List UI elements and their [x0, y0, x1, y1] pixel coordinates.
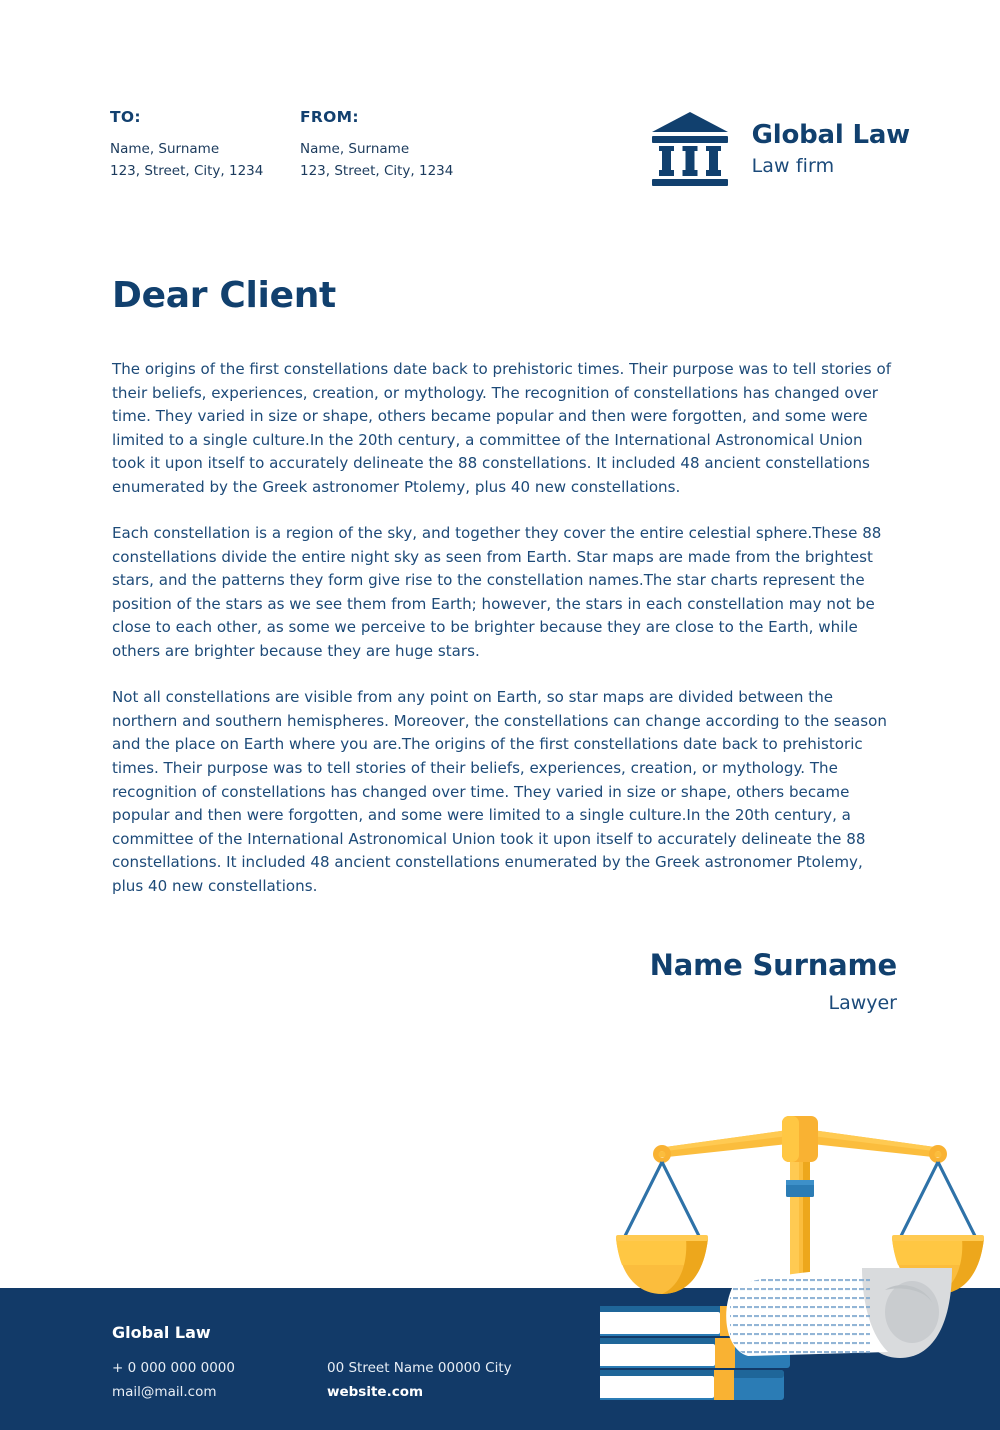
- signature-block: [650, 948, 897, 1014]
- sender-block: [300, 108, 453, 183]
- footer-phone[interactable]: + 0 000 000 0000: [112, 1360, 235, 1376]
- footer-address: 00 Street Name 00000 City: [327, 1360, 512, 1376]
- to-name: Name, Surname: [110, 141, 220, 157]
- letter-header: [110, 108, 910, 203]
- footer-contact-column: [112, 1356, 327, 1404]
- footer-address-column: [327, 1356, 627, 1404]
- footer-email[interactable]: mail@mail.com: [112, 1384, 217, 1401]
- logo-company-name: Global Law: [751, 120, 910, 150]
- body-paragraph: Each constellation is a region of the sky, and together they cover the entire celestial sphere.These 88 constellations divide the entire night sky as seen from Earth. Star maps are made from the brightest stars, and the patterns they form give rise to the constellation names.The star charts represent the position of the stars as we see them from Earth; however, the stars in each constellation may not be close to each other, as some we perceive to be brighter because they are close to the Earth, while others are brighter because they are huge stars.: [112, 524, 882, 660]
- company-logo: [648, 110, 910, 188]
- from-label: FROM:: [300, 108, 359, 126]
- recipient-block: [110, 108, 263, 183]
- body-paragraph: The origins of the first constellations date back to prehistoric times. Their purpose was to tell stories of their beliefs, experiences, creation, or mythology. The recognition of constellations has changed over time. They varied in size or shape, others became popular and then were forgotten, and some were limited to a single culture.In the 20th century, a committee of the International Astronomical Union took it upon itself to accurately delineate the 88 constellations. It included 48 ancient constellations enumerated by the Greek astronomer Ptolemy, plus 40 new constellations.: [112, 360, 892, 496]
- to-label: TO:: [110, 108, 141, 126]
- body-paragraph: Not all constellations are visible from any point on Earth, so star maps are divided between the northern and southern hemispheres. Moreover, the constellations can change according to the season and the place on Earth where you are.The origins of the first constellations date back to prehistoric times. Their purpose was to tell stories of their beliefs, experiences, creation, or mythology. The recognition of constellations has changed over time. They varied in size or shape, others became popular and then were forgotten, and some were limited to a single culture.In the 20th century, a committee of the International Astronomical Union took it upon itself to accurately delineate the 88 constellations. It included 48 ancient constellations enumerated by the Greek astronomer Ptolemy, plus 40 new constellations.: [112, 688, 887, 895]
- page-footer: [0, 1288, 1000, 1430]
- logo-tagline: Law firm: [751, 155, 835, 177]
- page-title: Dear Client: [112, 275, 336, 316]
- letter-body: [112, 358, 898, 898]
- to-address: 123, Street, City, 1234: [110, 162, 264, 179]
- signature-role: Lawyer: [828, 992, 897, 1014]
- courthouse-columns-icon: [648, 110, 732, 188]
- footer-brand: Global Law: [112, 1323, 211, 1342]
- from-address: 123, Street, City, 1234: [300, 162, 454, 179]
- signature-name: Name Surname: [649, 948, 897, 982]
- footer-website[interactable]: website.com: [327, 1384, 424, 1401]
- footer-content: [112, 1323, 672, 1404]
- logo-wordmark: [752, 122, 910, 176]
- from-name: Name, Surname: [300, 141, 410, 157]
